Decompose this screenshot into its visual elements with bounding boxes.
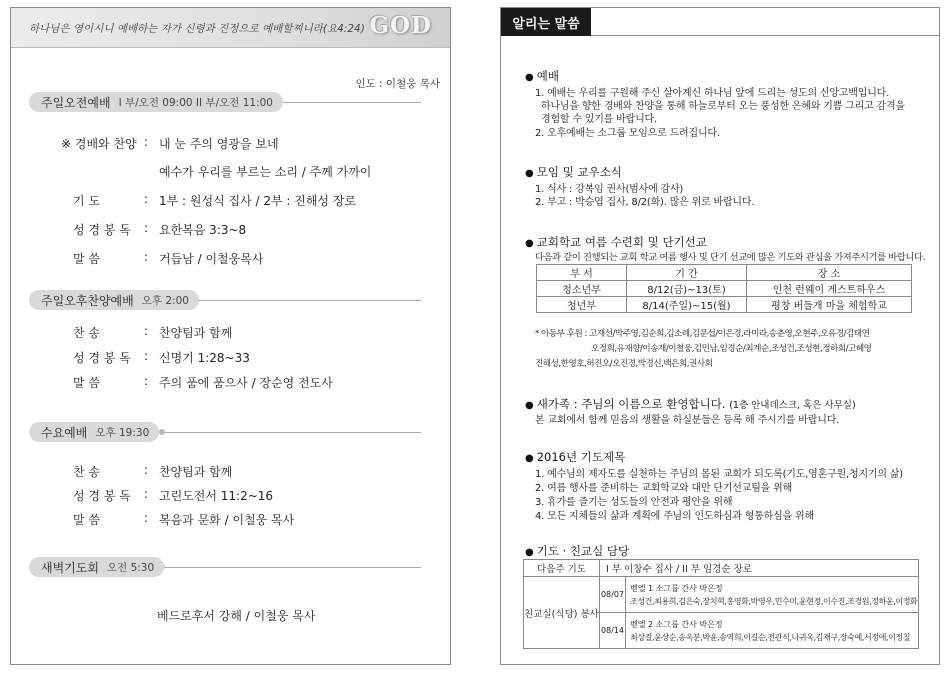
- row-value: 내 눈 주의 영광을 보네: [159, 137, 279, 151]
- banner-verse: 하나님은 영이시니 예배하는 자가 신령과 진정으로 예배할찌니라(요4:24): [29, 23, 365, 35]
- row-value: 찬양팀과 함께: [159, 326, 233, 340]
- row-value: 예수가 우리를 부르는 소리 / 주께 가까이: [159, 165, 372, 179]
- bullet-icon: ●: [525, 453, 534, 464]
- bullet-icon: ●: [525, 238, 534, 249]
- presider: 인도 : 이철웅 목사: [355, 78, 440, 90]
- worship-line: 경험할 수 있기를 바랍니다.: [541, 114, 657, 125]
- row-value: 신명기 1:28~33: [159, 351, 250, 365]
- duty-heading: ● 기도 · 친교실 담당: [525, 544, 630, 558]
- row-value: 요한복음 3:3~8: [159, 223, 247, 237]
- table-header: 부 서: [537, 265, 627, 281]
- sponsor-line: * 아동부 후원 : 고재선/박주영,김순희,김소례,김문섭/이은경,라미라,송춘영,오현주,오유경/김태연: [535, 329, 870, 339]
- worship-line: 하나님을 향한 경배와 찬양을 통해 하늘로부터 오는 풍성한 은혜와 기쁨 그리고 감격을: [541, 101, 905, 112]
- news-heading: ● 모임 및 교우소식: [525, 165, 622, 179]
- table-header: 기 간: [627, 265, 747, 281]
- sponsor-line: 진해성,한영호,허진오/오진경,박경신,백은희,권사회: [535, 359, 713, 369]
- row-label: ※ 경배와 찬양: [61, 137, 137, 151]
- section-time: 오후 19:30: [95, 426, 150, 439]
- newcomer-line: 본 교회에서 함께 믿음의 생활을 하실분들은 등록 해 주시기를 바랍니다.: [535, 415, 840, 426]
- worship-line: 2. 오후예배는 소그룹 모임으로 드려집니다.: [535, 128, 720, 139]
- prayer-line: 4. 모든 지체들의 삶과 계획에 주님의 인도하심과 형통하심을 위해: [535, 511, 814, 522]
- prayer-line: 1. 예수님의 제자도를 실천하는 주님의 몸된 교회가 되도록(기도,영혼구원,청지기의 삶): [535, 469, 903, 480]
- row-value: 복음과 문화 / 이철웅 목사: [159, 513, 295, 527]
- worship-heading: ● 예배: [525, 69, 559, 83]
- banner: [11, 8, 450, 48]
- row-label: 말 씀: [73, 252, 100, 266]
- sponsor-line: 오정희,유재향/이송재/이철웅,김민남,임경순/최계순,조성건,조성현,정하회/고혜영: [591, 344, 872, 354]
- bullet-icon: ●: [525, 547, 534, 558]
- bullet-icon: ●: [525, 168, 534, 179]
- newcomer-heading: ● 새가족 : 주님의 이름으로 환영합니다. (1층 안내데스크, 혹은 사무실): [525, 397, 856, 411]
- school-intro: 다음과 같이 진행되는 교회 학교 여름 행사 및 단기 선교에 많은 기도와 관심을 가져주시기를 바랍니다.: [535, 252, 926, 263]
- row-value: 1부 : 원성식 집사 / 2부 : 진해성 장로: [159, 194, 357, 208]
- school-heading: ● 교회학교 여름 수련회 및 단기선교: [525, 235, 707, 249]
- duty-date: 08/07: [600, 577, 626, 613]
- section-title: 수요예배: [41, 425, 88, 440]
- row-value: 주의 품에 품으사 / 장순영 전도사: [159, 376, 333, 390]
- row-value: 찬양팀과 함께: [159, 465, 233, 479]
- bullet-icon: ●: [525, 72, 534, 83]
- worship-line: 1. 예배는 우리를 구원해 주신 살아계신 하나님 앞에 드리는 성도의 신앙고백입니다.: [535, 88, 890, 99]
- section-time: 오후 2:00: [141, 294, 189, 307]
- dawn-text: 베드로후서 강해 / 이철웅 목사: [157, 609, 316, 623]
- worship-order-panel: 하나님은 영이시니 예배하는 자가 신령과 진정으로 예배할찌니라(요4:24) GOD 인도 : 이철웅 목사 주일오전예배 I 부/오전 09:00 II 부/오전 11:00 ※ 경배와 찬양 : 내 눈 주의 영광을 보네 예수가 우리를 부르는 소리 / 주께 가까이 기 도 : 1부 : 원성식 집사 / 2부 : 진해성 장로 성 경 봉 독 : 요한복음 3:3~8 말 씀 : 거듭남 / 이철웅목사 주일오후찬양예배 오후 2:00 찬 송 : 찬양팀과 함께 성 경 봉 독 : 신명기 1:28~33 말 씀 : 주의 품에 품으사 / 장순영 전도사 수요예배 오후 19:30 찬 송 : 찬양팀과 함께 성 경 봉 독 : 고린도전서 11:2~16 말 씀 : 복음과 문화 / 이철웅 목사 새벽기도회 오전 5:30 베드로후서 강해 / 이철웅 목사: [10, 7, 451, 665]
- bullet-icon: ●: [525, 400, 534, 411]
- row-label: 말 씀: [73, 376, 100, 390]
- duty-prayer-assignees: I 부 이창수 집사 / II 부 임경순 장로: [600, 560, 919, 577]
- prayer-heading: ● 2016년 기도제목: [525, 450, 626, 464]
- row-value: 고린도전서 11:2~16: [159, 489, 274, 503]
- row-label: 말 씀: [73, 513, 100, 527]
- row-label: 찬 송: [73, 326, 100, 340]
- table-row: 청년부 8/14(주일)~15(월) 평창 버들개 마을 체험학교: [537, 297, 912, 313]
- god-logo: GOD: [369, 12, 432, 39]
- duty-col-header: 다음주 기도: [524, 560, 600, 577]
- row-label: 기 도: [73, 194, 100, 208]
- section-title: 주일오후찬양예배: [41, 293, 134, 308]
- prayer-line: 2. 여름 행사를 준비하는 교회학교와 대만 단기선교팀을 위해: [535, 483, 793, 494]
- duty-table: [523, 559, 919, 649]
- news-line: 1. 식사 : 강복임 권사(범사에 감사): [535, 184, 684, 195]
- school-schedule-table: [536, 264, 912, 313]
- table-header: 장 소: [747, 265, 912, 281]
- row-label: 성 경 봉 독: [73, 351, 131, 365]
- table-row: 청소년부 8/12(금)~13(토) 인천 런웨이 게스트하우스: [537, 281, 912, 297]
- row-label: 찬 송: [73, 465, 100, 479]
- section-time: 오전 5:30: [106, 561, 155, 574]
- announcements-header: 알리는 말씀: [501, 8, 591, 36]
- prayer-line: 3. 휴가를 즐기는 성도들의 안전과 평안을 위해: [535, 497, 733, 508]
- section-title: 새벽기도회: [41, 560, 99, 575]
- announcements-panel: [500, 7, 940, 665]
- row-label: 성 경 봉 독: [73, 489, 131, 503]
- table-row: [524, 577, 919, 613]
- section-title: 주일오전예배: [41, 95, 111, 110]
- row-label: 성 경 봉 독: [73, 223, 131, 237]
- row-value: 거듭남 / 이철웅목사: [159, 252, 264, 266]
- duty-entry: 벧엘 2 소그룹 간사 박은정 최상걸,윤상순,송옥분,박윤,송역희,이길순,전관식,나귀옥,김재구,장숙예,서정애,이정칠: [626, 613, 919, 649]
- duty-date: 08/14: [600, 613, 626, 649]
- duty-entry: 벧엘 1 소그룹 간사 박은정 조성건,최용희,김은숙,장치혁,홍영화,박영우,민수미,윤현정,이수진,조경원,정하윤,이정화: [626, 577, 919, 613]
- news-line: 2. 부고 : 박승엽 집사, 8/2(화). 많은 위로 바랍니다.: [535, 197, 755, 208]
- section-time: I 부/오전 09:00 II 부/오전 11:00: [118, 96, 273, 109]
- duty-row-label: 친교실(식당) 봉사: [524, 577, 600, 649]
